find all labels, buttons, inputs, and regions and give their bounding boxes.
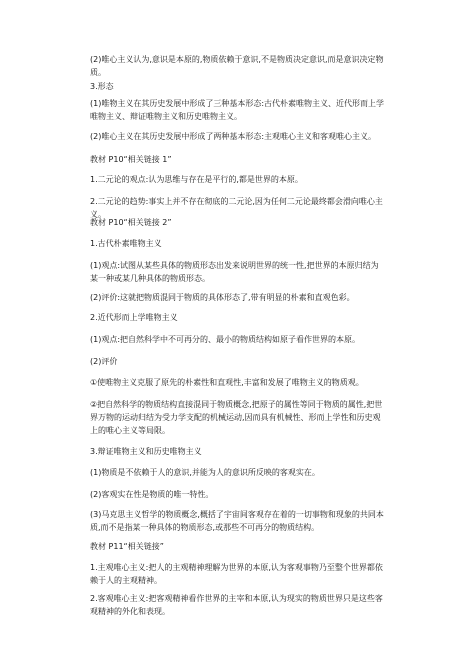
heading-textbook-link-p11: 教材 P11“相关链接” — [90, 542, 164, 551]
paragraph-evaluation-2: ②把自然科学的物质结构直接混同于物质概念,把原子的属性等同于物质的属性,把世界万物的运动归结为受力学支配的机械运动,因而具有机械性、形而上学性和历史观上的唯心主义等局限。 — [90, 400, 383, 435]
heading-dialectical-materialism: 3.辩证唯物主义和历史唯物主义 — [90, 447, 202, 456]
paragraph-materialism-forms: (1)唯物主义在其历史发展中形成了三种基本形态:古代朴素唯物主义、近代形而上学唯物主义、辩证唯物主义和历史唯物主义。 — [90, 99, 385, 121]
paragraph-ancient-evaluation: (2)评价:这就把物质混同于物质的具体形态了,带有明显的朴素和直观色彩。 — [90, 293, 355, 302]
heading-ancient-materialism: 1.古代朴素唯物主义 — [90, 239, 162, 248]
paragraph-dualism-view: 1.二元论的观点:认为思维与存在是平行的,都是世界的本原。 — [90, 175, 303, 184]
heading-textbook-link-1: 教材 P10“相关链接 1” — [90, 155, 172, 164]
heading-metaphysical-materialism: 2.近代形而上学唯物主义 — [90, 313, 178, 322]
heading-textbook-link-2: 教材 P10“相关链接 2” — [90, 218, 172, 227]
paragraph-objective-reality: (2)客观实在性是物质的唯一特性。 — [90, 490, 214, 499]
paragraph-objective-idealism: 2.客观唯心主义:把客观精神看作世界的主宰和本原,认为现实的物质世界只是这些客观精神的外化和表现。 — [90, 594, 383, 616]
heading-forms: 3.形态 — [90, 82, 114, 91]
paragraph-ancient-view: (1)观点:试图从某些具体的物质形态出发来说明世界的统一性,把世界的本原归结为某一种或某几种具体的物质形态。 — [90, 261, 379, 283]
paragraph-idealism-forms: (2)唯心主义在其历史发展中形成了两种基本形态:主观唯心主义和客观唯心主义。 — [90, 132, 377, 141]
paragraph-metaphysical-view: (1)观点:把自然科学中不可再分的、最小的物质结构如原子看作世界的本原。 — [90, 335, 361, 344]
paragraph-marxist-matter: (3)马克思主义哲学的物质概念,概括了宇宙间客观存在着的一切事物和现象的共同本质,而不是指某一种具体的物质形态,或那些不可再分的物质结构。 — [90, 510, 384, 532]
heading-evaluation: (2)评价 — [90, 357, 118, 366]
paragraph-matter-definition: (1)物质是不依赖于人的意识,并能为人的意识所反映的客观实在。 — [90, 468, 320, 477]
paragraph-dualism-trend: 2.二元论的趋势:事实上并不存在彻底的二元论,因为任何二元论最终都会滑向唯心主义。 — [90, 197, 383, 219]
paragraph-idealism-definition: (2)唯心主义认为,意识是本原的,物质依赖于意识,不是物质决定意识,而是意识决定物质。 — [90, 55, 384, 77]
paragraph-subjective-idealism: 1.主观唯心主义:把人的主观精神理解为世界的本原,认为客观事物乃至整个世界都依赖于人的主观精神。 — [90, 563, 383, 585]
paragraph-evaluation-1: ①使唯物主义克服了原先的朴素性和直观性,丰富和发展了唯物主义的物质观。 — [90, 378, 364, 387]
